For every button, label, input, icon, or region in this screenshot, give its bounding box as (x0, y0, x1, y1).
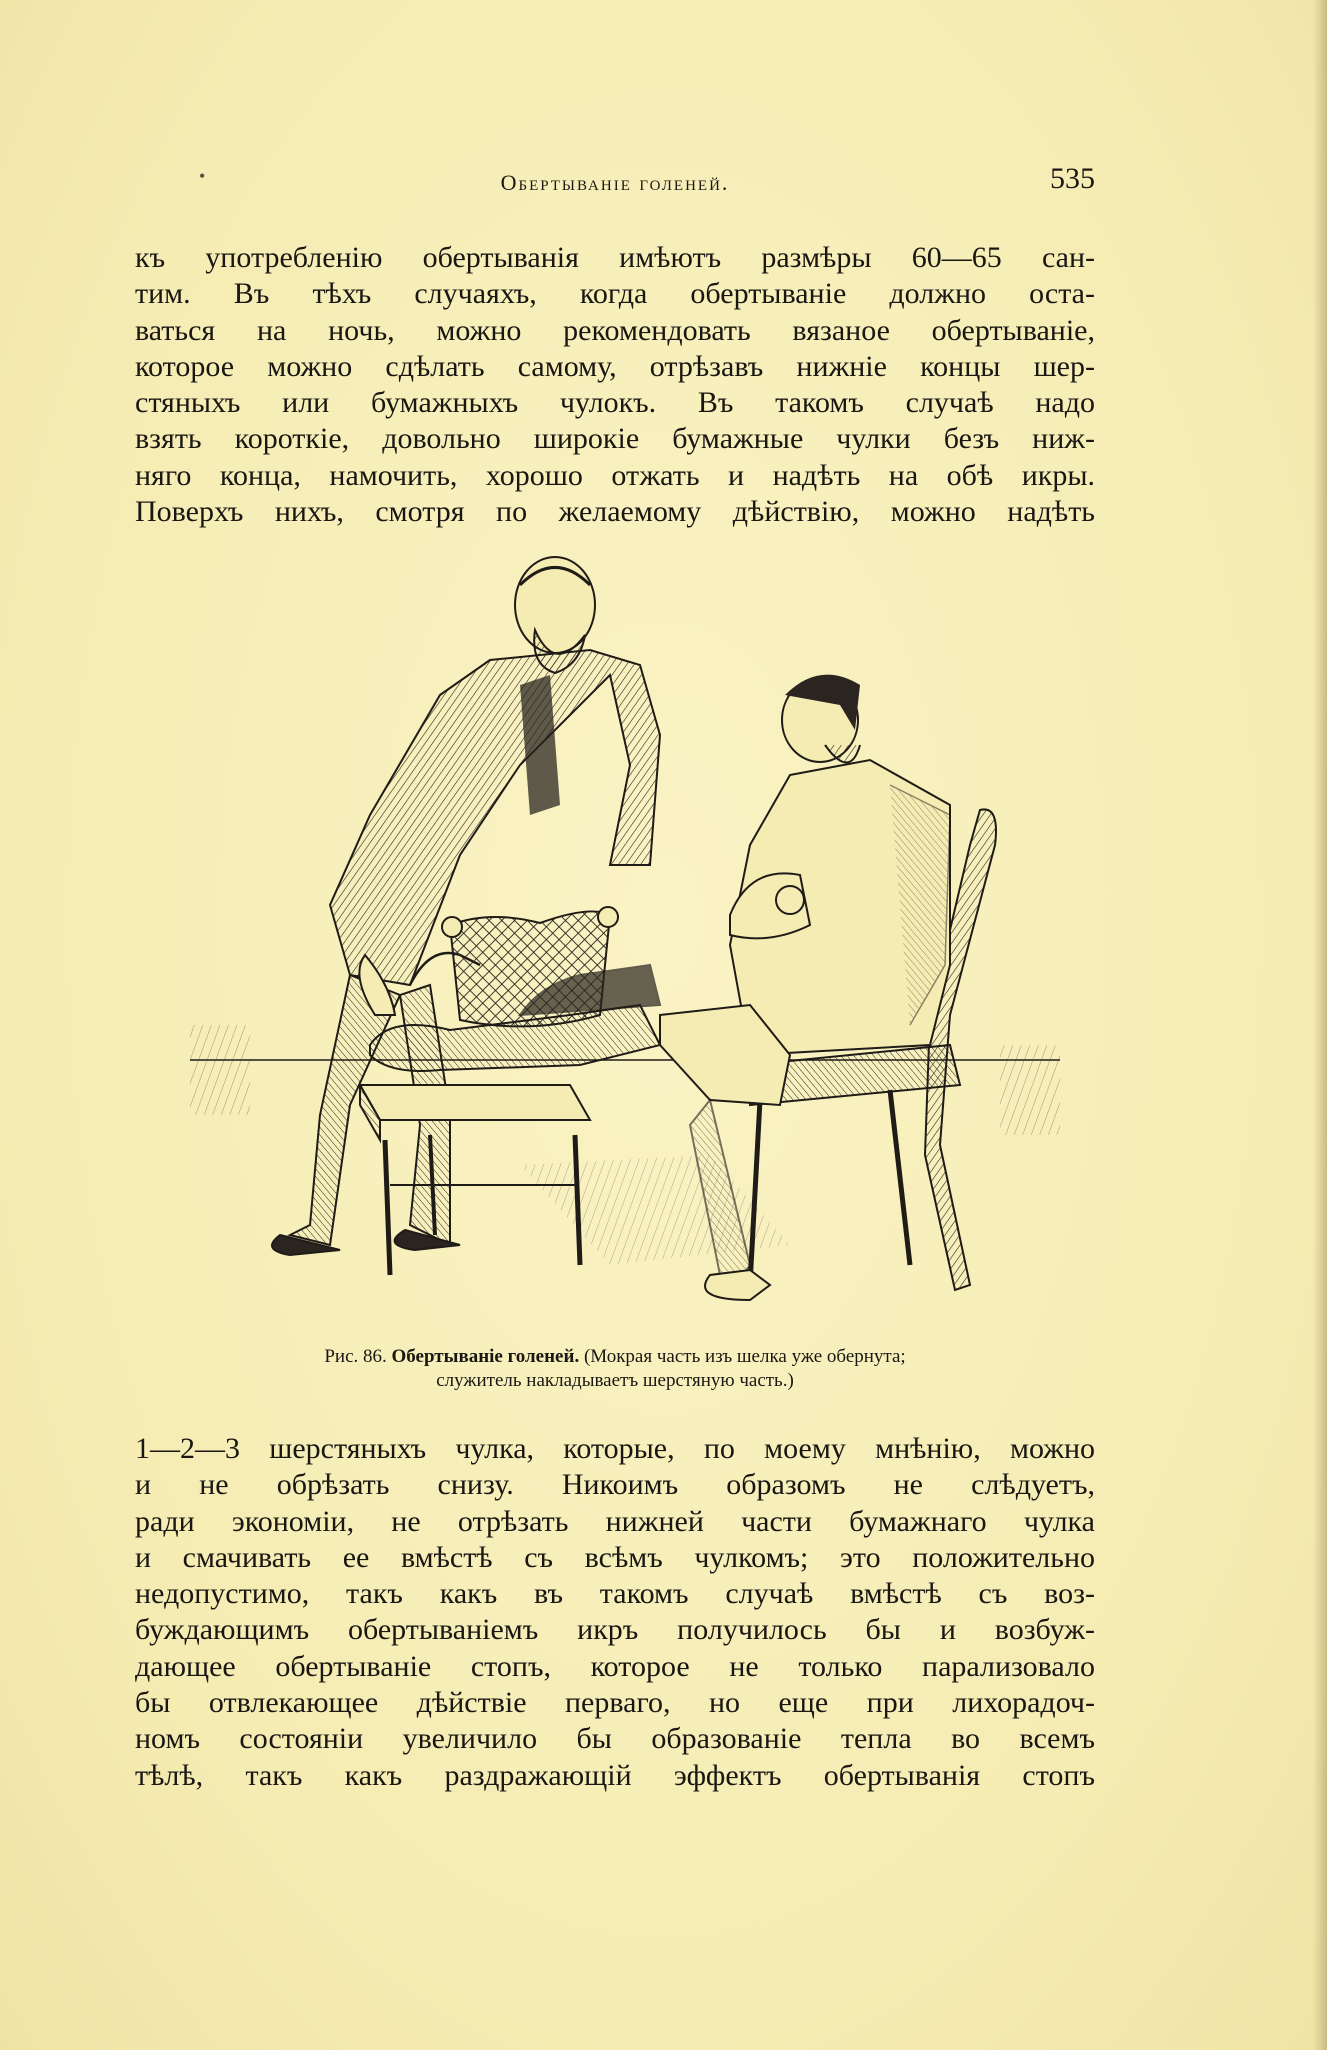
text-line: тим. Въ тѣхъ случаяхъ, когда обертываніе должно оста- (135, 277, 1095, 311)
text-line: недопустимо, такъ какъ въ такомъ случаѣ вмѣстѣ съ воз- (135, 1577, 1095, 1611)
text-line: тѣлѣ, такъ какъ раздражающій эффектъ обертыванія стопъ (135, 1758, 1095, 1792)
text-line: дающее обертываніе стопъ, которое не только парализовало (135, 1649, 1095, 1683)
text-line: ваться на ночь, можно рекомендовать вязаное обертываніе, (135, 313, 1095, 347)
caption-line-1 (155, 1345, 1075, 1369)
text-line: взять короткіе, довольно широкіе бумажные чулки безъ ниж- (135, 422, 1095, 456)
caption-label: Рис. 86. (324, 1346, 387, 1367)
attendant-figure (272, 557, 660, 1255)
text-line: и не обрѣзать снизу. Никоимъ образомъ не слѣдуетъ, (135, 1468, 1095, 1502)
text-line: которое можно сдѣлать самому, отрѣзавъ нижніе концы шер- (135, 349, 1095, 383)
running-head (135, 160, 1095, 200)
text-line: 1—2—3 шерстяныхъ чулка, которые, по моему мнѣнію, можно (135, 1432, 1095, 1465)
running-head-title: Обертываніе голеней. (500, 170, 730, 195)
page-number: 535 (1050, 162, 1095, 195)
caption-title: Обертываніе голеней. (391, 1346, 580, 1367)
text-line: стяныхъ или бумажныхъ чулокъ. Въ такомъ случаѣ надо (135, 386, 1095, 420)
caption-note-2: служитель накладываетъ шерстяную часть.) (436, 1370, 794, 1391)
paragraph-2 (135, 1431, 1095, 1794)
text-line: буждающимъ обертываніемъ икръ получилось бы и возбуж- (135, 1613, 1095, 1647)
figure-illustration (190, 545, 1060, 1335)
page-edge-shadow (1313, 0, 1327, 2050)
text-line: къ употребленію обертыванія имѣютъ размѣры 60—65 сан- (135, 241, 1095, 274)
text-line: бы отвлекающее дѣйствіе перваго, но еще при лихорадоч- (135, 1686, 1095, 1720)
text-line: Поверхъ нихъ, смотря по желаемому дѣйствію, можно надѣть (135, 495, 1095, 529)
figure-caption (155, 1345, 1075, 1393)
caption-note-1: (Мокрая часть изъ шелка уже обернута; (583, 1346, 906, 1367)
ink-speck: • (199, 166, 206, 186)
text-line: и смачивать ее вмѣстѣ съ всѣмъ чулкомъ; это положительно (135, 1540, 1095, 1574)
text-line: ради экономіи, не отрѣзать нижней части бумажнаго чулка (135, 1504, 1095, 1538)
text-line: номъ состояніи увеличило бы образованіе тепла во всемъ (135, 1722, 1095, 1756)
engraving-illustration (190, 545, 1060, 1335)
text-line: няго конца, намочить, хорошо отжать и надѣть на обѣ икры. (135, 458, 1095, 492)
paragraph-1 (135, 240, 1095, 530)
